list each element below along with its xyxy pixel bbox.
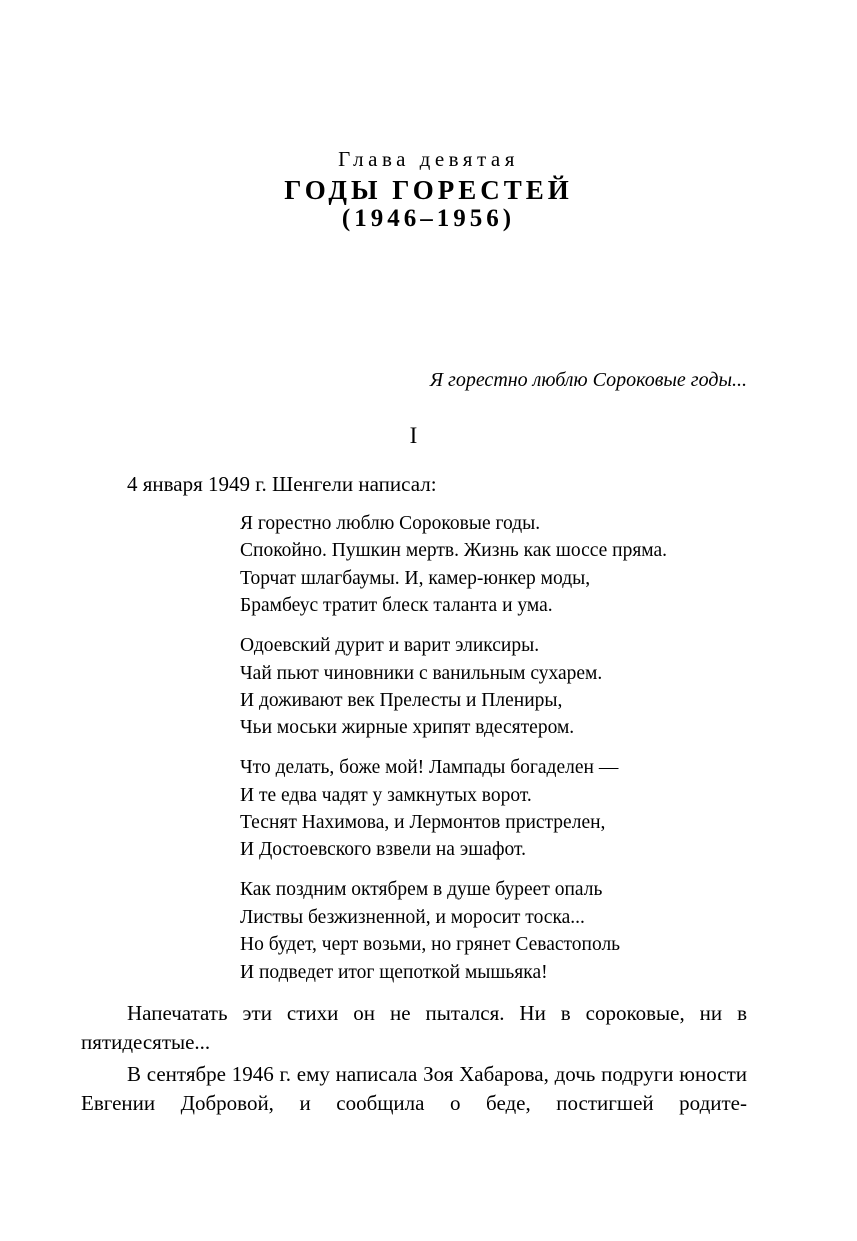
section-number: I bbox=[409, 423, 418, 448]
chapter-years: (1946–1956) bbox=[341, 205, 516, 232]
poem bbox=[240, 510, 667, 999]
verse-line: Как поздним октябрем в душе буреет опаль bbox=[240, 879, 603, 901]
verse-line: Но будет, черт возьми, но грянет Севастополь bbox=[240, 934, 621, 956]
verse-line: И Достоевского взвели на эшафот. bbox=[240, 839, 526, 861]
verse-line: Теснят Нахимова, и Лермонтов пристрелен, bbox=[240, 812, 606, 834]
verse-line: Листвы безжизненной, и моросит тоска... bbox=[240, 906, 585, 928]
verse-line: Спокойно. Пушкин мертв. Жизнь как шоссе пряма. bbox=[240, 540, 668, 562]
paragraph-text: Напечатать эти стихи он не пытался. Ни в сороковые, ни в пятидесятые... bbox=[81, 1001, 747, 1054]
verse-line: И доживают век Прелесты и Плениры, bbox=[240, 689, 563, 711]
verse-line: Чай пьют чиновники с ванильным сухарем. bbox=[240, 662, 603, 684]
body-paragraph bbox=[81, 999, 747, 1057]
verse-line: Торчат шлагбаумы. И, камер-юнкер моды, bbox=[240, 567, 591, 589]
stanza bbox=[240, 876, 667, 986]
epigraph: Я горестно люблю Сороковые годы... bbox=[429, 369, 747, 391]
stanza bbox=[240, 754, 667, 864]
body-paragraph bbox=[81, 1060, 747, 1118]
chapter-title: ГОДЫ ГОРЕСТЕЙ bbox=[284, 175, 573, 205]
verse-line: Чьи моськи жирные хрипят вдесятером. bbox=[240, 717, 575, 739]
stanza bbox=[240, 632, 667, 742]
verse-line: И подведет итог щепоткой мышьяка! bbox=[240, 961, 548, 983]
verse-line: Брамбеус тратит блеск таланта и ума. bbox=[240, 595, 553, 617]
chapter-label: Глава девятая bbox=[338, 147, 519, 171]
verse-line: Что делать, боже мой! Лампады богаделен — bbox=[240, 757, 619, 779]
paragraph-text: В сентябре 1946 г. ему написала Зоя Хабарова, дочь подруги юности Евгении Добровой, и сообщила о беде, постигшей родите- bbox=[81, 1062, 747, 1115]
intro-line: 4 января 1949 г. Шенгели написал: bbox=[127, 472, 437, 496]
verse-line: И те едва чадят у замкнутых ворот. bbox=[240, 784, 532, 806]
verse-line: Одоевский дурит и варит эликсиры. bbox=[240, 635, 540, 657]
stanza bbox=[240, 510, 667, 620]
verse-line: Я горестно люблю Сороковые годы. bbox=[240, 513, 541, 534]
